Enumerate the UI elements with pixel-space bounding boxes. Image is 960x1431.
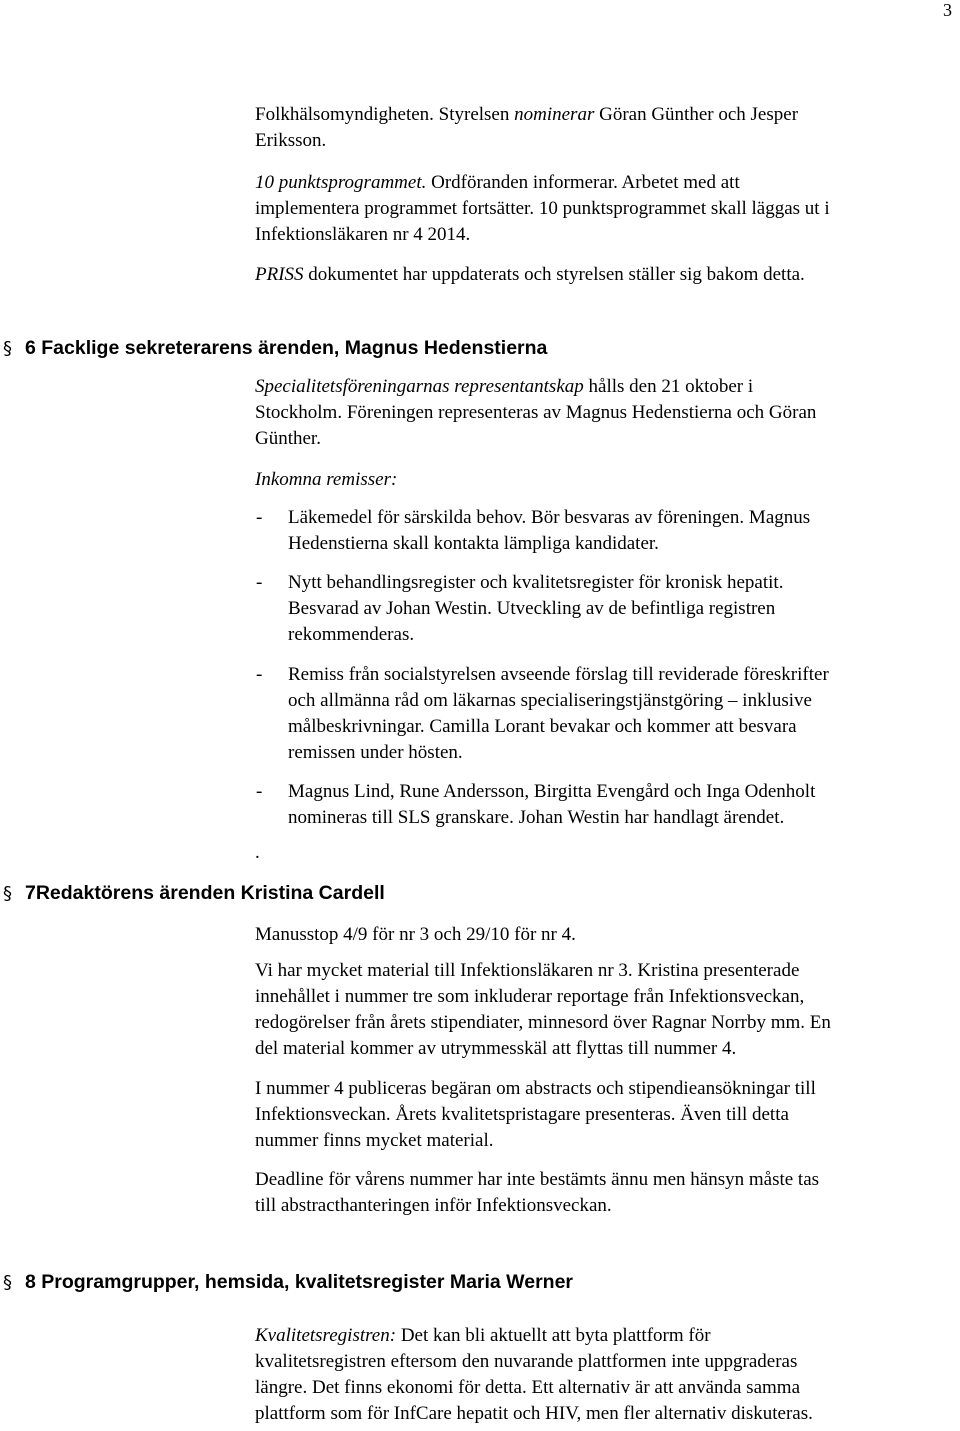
text-line: målbeskrivningar. Camilla Lorant bevakar och kommer att besvara <box>288 716 797 737</box>
text-line: längre. Det finns ekonomi för detta. Ett alternativ är att använda samma <box>255 1377 800 1398</box>
text-line <box>255 1323 711 1349</box>
text-line: Vi har mycket material till Infektionsläkaren nr 3. Kristina presenterade <box>255 960 800 981</box>
italic-run: Kvalitetsregistren: <box>255 1325 397 1346</box>
text-line: Remiss från socialstyrelsen avseende förslag till reviderade föreskrifter <box>288 664 829 685</box>
text-line: rekommenderas. <box>288 624 415 645</box>
stray-dot: . <box>255 842 260 863</box>
bullet-dash: - <box>256 781 263 802</box>
section-sign-icon: § <box>3 338 12 359</box>
text-line: Läkemedel för särskilda behov. Bör besvaras av föreningen. Magnus <box>288 507 811 528</box>
text-run: dokumentet har uppdaterats och styrelsen ställer sig bakom detta. <box>303 264 805 285</box>
text-line: kvalitetsregistren eftersom den nuvarande plattformen inte uppgraderas <box>255 1351 798 1372</box>
remisser-label: Inkomna remisser: <box>255 469 398 490</box>
text-run: Göran Günther och Jesper <box>594 104 799 125</box>
bullet-dash: - <box>256 507 263 528</box>
text-line: implementera programmet fortsätter. 10 punktsprogrammet skall läggas ut i <box>255 198 830 219</box>
page-number: 3 <box>943 0 952 20</box>
text-line <box>255 374 753 400</box>
section-sign-icon: § <box>3 883 12 904</box>
text-line: nomineras till SLS granskare. Johan Westin har handlagt ärendet. <box>288 807 785 828</box>
text-line <box>255 170 740 196</box>
text-line: och allmänna råd om läkarnas specialiseringstjänstgöring – inklusive <box>288 690 812 711</box>
text-line: Deadline för vårens nummer har inte bestämts ännu men hänsyn måste tas <box>255 1169 820 1190</box>
text-run: hålls den 21 oktober i <box>583 376 754 397</box>
text-line: Hedenstierna skall kontakta lämpliga kandidater. <box>288 533 659 554</box>
text-line: Magnus Lind, Rune Andersson, Birgitta Evengård och Inga Odenholt <box>288 781 816 802</box>
text-line: till abstracthanteringen inför Infektionsveckan. <box>255 1195 612 1216</box>
text-line: redogörelser från årets stipendiater, minnesord över Ragnar Norrby mm. En <box>255 1012 831 1033</box>
text-run: Det kan bli aktuellt att byta plattform för <box>396 1325 711 1346</box>
text-run: Folkhälsomyndigheten. Styrelsen <box>255 104 515 125</box>
text-line: innehållet i nummer tre som inkluderar reportage från Infektionsveckan, <box>255 986 805 1007</box>
text-line <box>255 262 805 288</box>
text-line: Stockholm. Föreningen representeras av Magnus Hedenstierna och Göran <box>255 402 817 423</box>
text-line: Infektionsläkaren nr 4 2014. <box>255 224 471 245</box>
text-line <box>255 102 798 128</box>
section-8-heading <box>3 1271 573 1294</box>
text-line: plattform som för InfCare hepatit och HIV, men fler alternativ diskuteras. <box>255 1403 813 1424</box>
text-line: Infektionsveckan. Årets kvalitetspristagare presenteras. Även till detta <box>255 1104 789 1125</box>
text-line: Besvarad av Johan Westin. Utveckling av de befintliga registren <box>288 598 776 619</box>
heading-text: 8 Programgrupper, hemsida, kvalitetsregister Maria Werner <box>25 1271 574 1293</box>
heading-text: 6 Facklige sekreterarens ärenden, Magnus Hedenstierna <box>25 337 548 359</box>
italic-run: Specialitetsföreningarnas representantskap <box>255 376 584 397</box>
italic-run: 10 punktsprogrammet. <box>255 172 427 193</box>
bullet-dash: - <box>256 572 263 593</box>
italic-run: nominerar <box>514 104 595 125</box>
italic-run: PRISS <box>255 264 304 285</box>
heading-text: 7Redaktörens ärenden Kristina Cardell <box>25 882 385 904</box>
text-line: Günther. <box>255 428 321 449</box>
text-line: del material kommer av utrymmesskäl att flyttas till nummer 4. <box>255 1038 737 1059</box>
text-run: Ordföranden informerar. Arbetet med att <box>426 172 740 193</box>
text-line: I nummer 4 publiceras begäran om abstracts och stipendieansökningar till <box>255 1078 816 1099</box>
text-line: nummer finns mycket material. <box>255 1130 494 1151</box>
section-7-heading <box>3 882 385 905</box>
bullet-dash: - <box>256 664 263 685</box>
text-line: Nytt behandlingsregister och kvalitetsregister för kronisk hepatit. <box>288 572 784 593</box>
text-line: Manusstop 4/9 för nr 3 och 29/10 för nr 4. <box>255 924 576 945</box>
text-line: Eriksson. <box>255 130 327 151</box>
section-sign-icon: § <box>3 1272 12 1293</box>
text-line: remissen under hösten. <box>288 742 463 763</box>
section-6-heading <box>3 337 547 360</box>
